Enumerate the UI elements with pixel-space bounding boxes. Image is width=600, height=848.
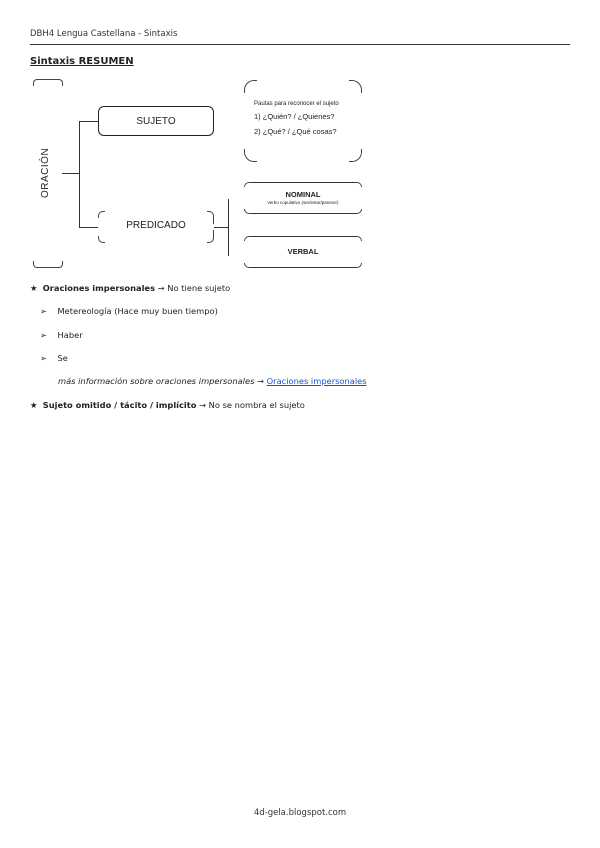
subitem-text: Se (57, 353, 68, 363)
list-item-sujeto-omitido (30, 400, 305, 410)
document-title: Sintaxis RESUMEN (30, 56, 134, 67)
subject-note-box (244, 80, 362, 162)
item-text: No tiene sujeto (167, 283, 231, 293)
subject-label: SUJETO (136, 115, 176, 127)
connector-vertical (79, 121, 80, 228)
item-text: No se nombra el sujeto (208, 400, 305, 410)
subitem (40, 353, 68, 363)
arrowhead-bullet-icon: ➢ (40, 353, 47, 363)
predicate-label: PREDICADO (126, 220, 186, 231)
subitem-text: Metereología (Hace muy buen tiempo) (57, 306, 218, 316)
star-icon: ★ (30, 400, 38, 410)
item-heading: Sujeto omitido / tácito / implícito (42, 400, 197, 410)
arrow-icon: → (199, 400, 207, 410)
connector-predicate-vertical (228, 199, 229, 256)
subject-note-line-2: 2) ¿Qué? / ¿Qué cosas? (254, 127, 337, 136)
subject-box (98, 106, 214, 136)
arrowhead-bullet-icon: ➢ (40, 306, 47, 316)
subject-note-title: Pautas para reconocer el sujeto (254, 101, 339, 107)
connector-predicate-right (214, 227, 228, 228)
oracion-bracket-bottom (33, 261, 63, 268)
arrowhead-bullet-icon: ➢ (40, 330, 47, 340)
predicate-box (98, 211, 214, 243)
more-info-line (58, 376, 367, 386)
connector-predicate (79, 227, 98, 228)
oracion-bracket-top (33, 79, 63, 86)
nominal-subtitle: verbo copulativo (ser/estar/parecer) (267, 200, 339, 205)
item-heading: Oraciones impersonales (42, 283, 156, 293)
more-info-text: más información sobre oraciones impersonales → (58, 376, 264, 386)
verbal-label: VERBAL (287, 247, 319, 256)
verbal-box (244, 236, 362, 268)
list-item-impersonales (30, 283, 230, 293)
subitem (40, 330, 83, 340)
oraciones-impersonales-link[interactable]: Oraciones impersonales (266, 376, 367, 386)
oracion-label: ORACIÓN (40, 147, 51, 198)
nominal-box (244, 182, 362, 214)
header-divider (30, 44, 570, 45)
connector-subject (79, 121, 98, 122)
subitem-text: Haber (57, 330, 83, 340)
page-header: DBH4 Lengua Castellana - Sintaxis (30, 29, 178, 39)
page-footer: 4d-gela.blogspot.com (253, 808, 347, 818)
nominal-label: NOMINAL (285, 190, 321, 199)
subitem (40, 306, 218, 316)
subject-note-line-1: 1) ¿Quién? / ¿Quienes? (254, 112, 335, 121)
star-icon: ★ (30, 283, 38, 293)
arrow-icon: → (157, 283, 165, 293)
connector-root (62, 173, 79, 174)
